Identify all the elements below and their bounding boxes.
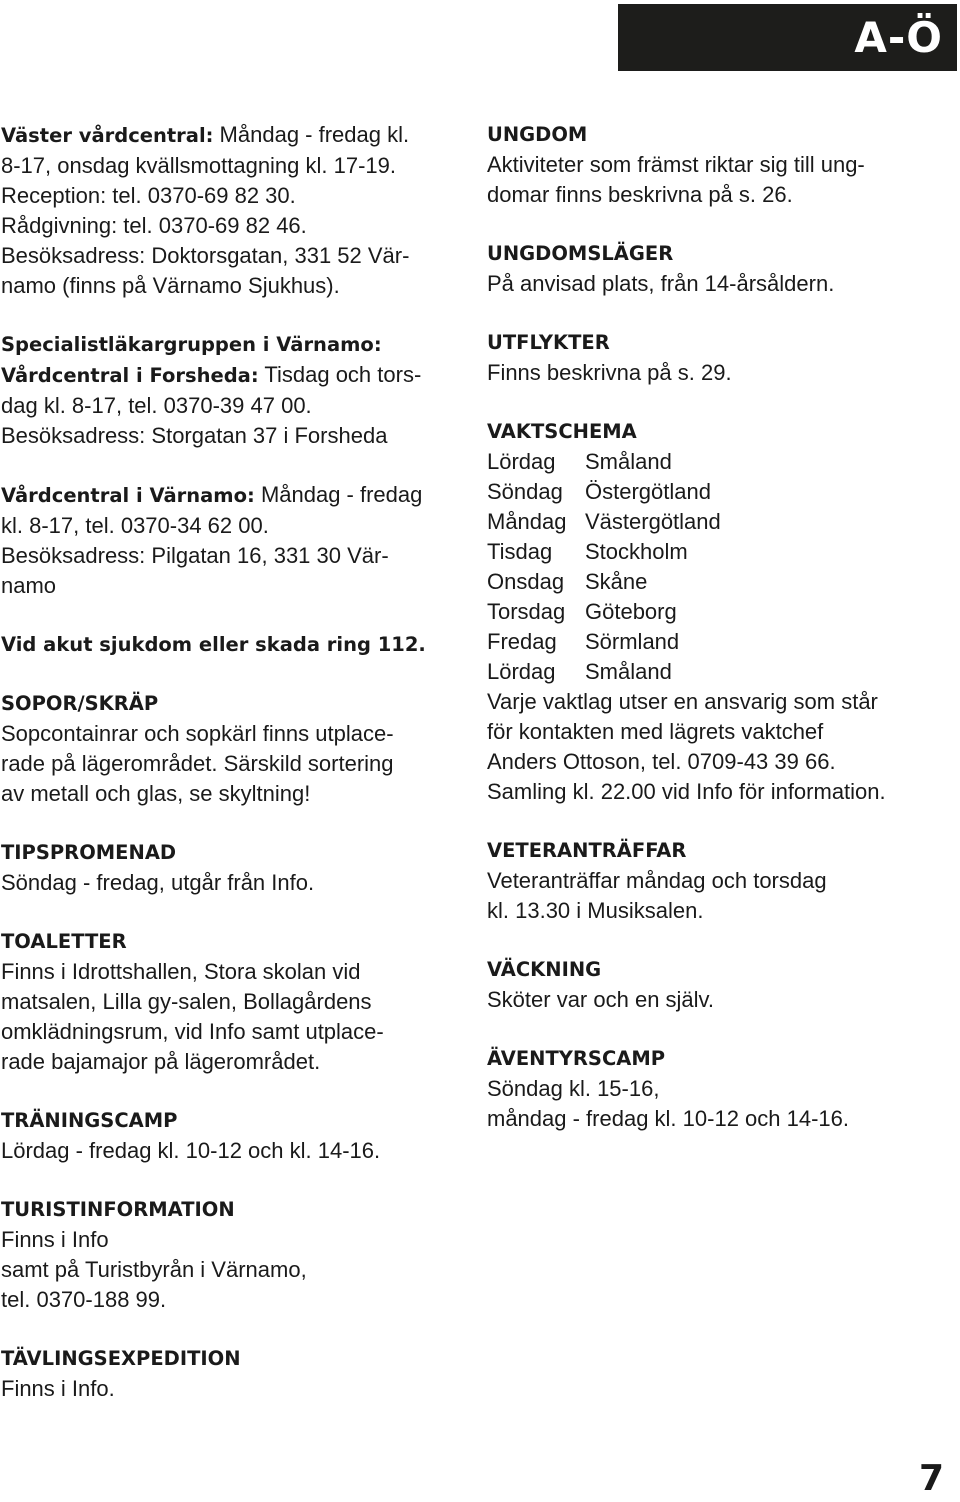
tavling-heading: TÄVLINGSEXPEDITION: [1, 1347, 241, 1370]
traning-heading: TRÄNINGSCAMP: [1, 1109, 178, 1132]
section-tab-label: A-Ö: [854, 13, 943, 62]
section-vackning: VÄCKNING Sköter var och en själv.: [487, 955, 957, 1015]
schedule-region: Västergötland: [585, 509, 721, 534]
schedule-day: Lördag: [487, 659, 556, 684]
section-veterantraffar: VETERANTRÄFFAR Veteranträffar måndag och torsdag kl. 13.30 i Musiksalen.: [487, 836, 957, 926]
schedule-region: Skåne: [585, 569, 648, 594]
schedule-day: Lördag: [487, 449, 556, 474]
page-number: 7: [918, 1458, 944, 1499]
schedule-day: Fredag: [487, 629, 557, 654]
schedule-region: Sörmland: [585, 629, 680, 654]
vaster-label: Väster vårdcentral:: [1, 124, 214, 147]
left-column: [1, 120, 451, 1433]
section-sopor: SOPOR/SKRÄP Sopcontainrar och sopkärl finns utplace- rade på lägerområdet. Särskild sortering av metall och glas, se skyltning!: [1, 689, 451, 809]
ungdomslager-heading: UNGDOMSLÄGER: [487, 242, 674, 265]
sopor-heading: SOPOR/SKRÄP: [1, 692, 159, 715]
tips-heading: TIPSPROMENAD: [1, 841, 177, 864]
schedule-region: Småland: [585, 449, 672, 474]
utflykter-heading: UTFLYKTER: [487, 331, 610, 354]
forsheda-label: Vårdcentral i Forsheda:: [1, 364, 259, 387]
section-turistinformation: TURISTINFORMATION Finns i Info samt på Turistbyrån i Värnamo, tel. 0370-188 99.: [1, 1195, 451, 1315]
schedule-day: Onsdag: [487, 569, 565, 594]
ungdom-heading: UNGDOM: [487, 123, 588, 146]
emergency-note: Vid akut sjukdom eller skada ring 112.: [1, 633, 426, 656]
veteran-heading: VETERANTRÄFFAR: [487, 839, 687, 862]
section-ungdom: UNGDOM Aktiviteter som främst riktar sig till ung- domar finns beskrivna på s. 26.: [487, 120, 957, 210]
schedule-day: Tisdag: [487, 539, 553, 564]
schedule-day: Måndag: [487, 509, 567, 534]
toaletter-heading: TOALETTER: [1, 930, 127, 953]
varnamo-vardcentral: Vårdcentral i Värnamo: Måndag - fredag kl. 8-17, tel. 0370-34 62 00. Besöksadress: Pilgatan 16, 331 30 Vär- namo: [1, 482, 423, 598]
schedule-region: Göteborg: [585, 599, 677, 624]
section-tipspromenad: TIPSPROMENAD Söndag - fredag, utgår från Info.: [1, 838, 451, 898]
section-toaletter: TOALETTER Finns i Idrottshallen, Stora skolan vid matsalen, Lilla gy-salen, Bollagårdens omklädningsrum, vid Info samt utplace- rade bajamajor på lägerområdet.: [1, 927, 451, 1077]
schedule-region: Östergötland: [585, 479, 711, 504]
section-utflykter: UTFLYKTER Finns beskrivna på s. 29.: [487, 328, 957, 388]
vackning-heading: VÄCKNING: [487, 958, 602, 981]
schedule-day: Torsdag: [487, 599, 566, 624]
varnamo-label: Vårdcentral i Värnamo:: [1, 484, 255, 507]
section-tavlingsexpedition: TÄVLINGSEXPEDITION Finns i Info.: [1, 1344, 451, 1404]
specialist-title: Specialistläkargruppen i Värnamo:: [1, 333, 382, 356]
schedule-region: Stockholm: [585, 539, 688, 564]
vaster-vardcentral: Väster vårdcentral: Måndag - fredag kl. 8-17, onsdag kvällsmottagning kl. 17-19. Reception: tel. 0370-69 82 30. Rådgivning: tel. 0370-69 82 46. Besöksadress: Doktorsgatan, 331 52 Vär- namo (finns på Värnamo Sjukhus).: [1, 122, 410, 298]
right-column: [487, 120, 957, 1163]
section-ungdomslager: UNGDOMSLÄGER På anvisad plats, från 14-årsåldern.: [487, 239, 957, 299]
specialist-group: Specialistläkargruppen i Värnamo: Vårdcentral i Forsheda: Tisdag och tors- dag kl. 8-17, tel. 0370-39 47 00. Besöksadress: Storgatan 37 i Forsheda: [1, 330, 451, 451]
aventyr-heading: ÄVENTYRSCAMP: [487, 1047, 666, 1070]
section-traningscamp: TRÄNINGSCAMP Lördag - fredag kl. 10-12 och kl. 14-16.: [1, 1106, 451, 1166]
section-vaktschema: VAKTSCHEMA Lördag Småland Söndag Östergötland Måndag Västergötland Tisdag Stockholm Onsdag Skåne Torsdag Göteborg Fredag Sörmland Lördag Småland Varje vaktlag utser en ansvarig som står för kontakten med lägrets vaktchef Anders Ottoson, tel. 0709-43 39 66. Samling kl. 22.00 vid Info för information.: [487, 417, 957, 807]
section-tab: [618, 4, 957, 71]
schedule-day: Söndag: [487, 479, 563, 504]
vaktschema-heading: VAKTSCHEMA: [487, 420, 637, 443]
section-aventyrscamp: ÄVENTYRSCAMP Söndag kl. 15-16, måndag - fredag kl. 10-12 och 14-16.: [487, 1044, 957, 1134]
turist-heading: TURISTINFORMATION: [1, 1198, 235, 1221]
schedule-table: [487, 447, 957, 687]
schedule-region: Småland: [585, 659, 672, 684]
